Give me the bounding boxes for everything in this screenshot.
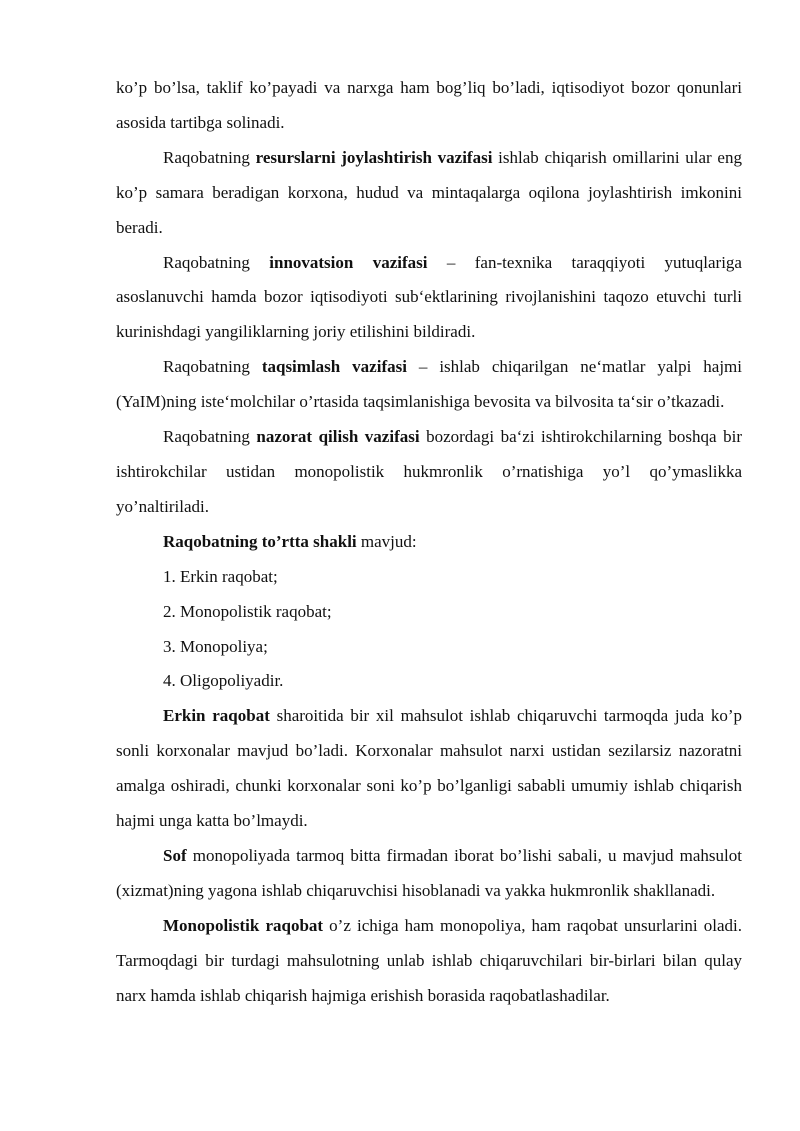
list-item: 4. Oligopoliyadir. <box>163 671 284 691</box>
paragraph-bold-term: Sof <box>163 845 187 865</box>
paragraph-pure-monopoly <box>116 839 742 909</box>
paragraph-bold-term: Erkin raqobat <box>163 706 270 726</box>
paragraph-forms-heading <box>116 525 742 560</box>
paragraph-text: o’z ichiga ham monopoliya, ham raqobat unsurlarini oladi. Tarmoqdagi bir turdagi mahsulotning unlab ishlab chiqaruvchilari bir-birlari bilan qulay narx hamda ishlab chiqarish hajmiga erishish borasida raqobatlashadilar. <box>116 915 742 1005</box>
paragraph-distribution <box>116 350 742 420</box>
list-item: 1. Erkin raqobat; <box>163 566 278 586</box>
paragraph-text: Raqobatning <box>163 252 270 272</box>
paragraph-bold-term: innovatsion vazifasi <box>269 252 428 272</box>
paragraph-bold-term: resurslarni joylashtirish vazifasi <box>255 147 493 167</box>
paragraph-text: sharoitida bir xil mahsulot ishlab chiqaruvchi tarmoqda juda ko’p sonli korxonalar mavjud bo’ladi. Korxonalar mahsulot narxi ustidan sezilarsiz nazoratni amalga oshiradi, chunki korxonalar soni ko’p bo’lganligi sababli umumiy ishlab chiqarish hajmi unga katta bo’lmaydi. <box>116 706 742 831</box>
paragraph-bold-term: nazorat qilish vazifasi <box>256 427 420 447</box>
document-page <box>116 71 742 1013</box>
paragraph-text: – fan-texnika taraqqiyoti yutuqlariga asoslanuvchi hamda bozor iqtisodiyoti sub‘ektlarining rivojlanishini taqozo etuvchi turli kurinishdagi yangiliklarning joriy etilishini bildiradi. <box>116 252 742 342</box>
paragraph-bold-term: Raqobatning to’rtta shakli <box>163 531 357 551</box>
paragraph-free-competition <box>116 699 742 839</box>
paragraph-bold-term: Monopolistik raqobat <box>163 915 324 935</box>
list-item: 3. Monopoliya; <box>163 636 268 656</box>
paragraph-innovation <box>116 246 742 351</box>
paragraph-continuation <box>116 71 742 141</box>
paragraph-text: bozordagi ba‘zi ishtirokchilarning boshqa bir ishtirokchilar ustidan monopolistik hukmronlik o’rnatishiga yo’l qo’ymaslikka yo’naltiriladi. <box>116 427 742 516</box>
paragraph-bold-term: taqsimlash vazifasi <box>261 357 407 377</box>
paragraph-text: ishlab chiqarish omillarini ular eng ko’p samara beradigan korxona, hudud va mintaqalarga oqilona joylashtirish imkonini beradi. <box>116 147 742 237</box>
paragraph-text: Raqobatning <box>163 427 257 447</box>
paragraph-monopolistic-competition <box>116 909 742 1014</box>
paragraph-text: monopoliyada tarmoq bitta firmadan iborat bo’lishi sabali, u mavjud mahsulot (xizmat)ning yagona ishlab chiqaruvchisi hisoblanadi va yakka hukmronlik shakllanadi. <box>116 845 742 900</box>
paragraph-text: ko’p bo’lsa, taklif ko’payadi va narxga ham bog’liq bo’ladi, iqtisodiyot bozor qonunlari asosida tartibga solinadi. <box>116 78 742 132</box>
paragraph-text: – ishlab chiqarilgan ne‘matlar yalpi hajmi (YaIM)ning iste‘molchilar o’rtasida taqsimlanishiga bevosita va bilvosita ta‘sir o’tkazadi. <box>116 357 742 412</box>
paragraph-text: mavjud: <box>356 531 417 551</box>
list-item: 2. Monopolistik raqobat; <box>163 601 332 621</box>
paragraph-resource-allocation <box>116 141 742 246</box>
paragraph-text: Raqobatning <box>163 147 256 167</box>
paragraph-control <box>116 420 742 525</box>
paragraph-text: Raqobatning <box>163 357 262 377</box>
